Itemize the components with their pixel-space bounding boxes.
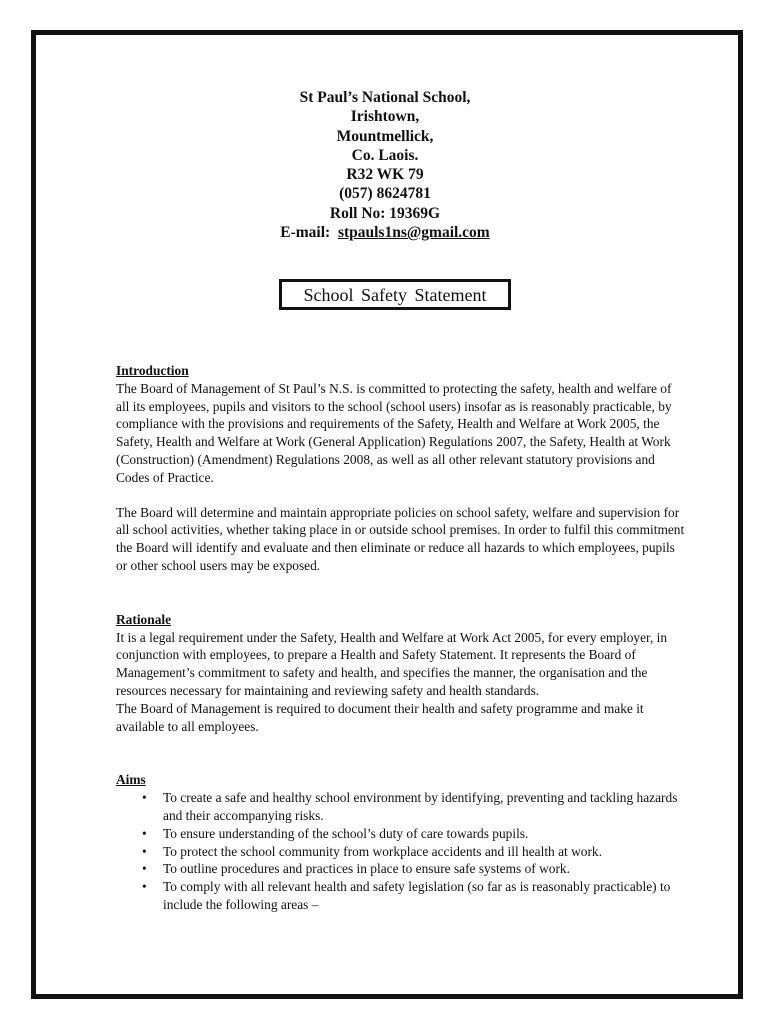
- bullet-icon: •: [142, 825, 147, 841]
- rationale-section: [116, 611, 686, 736]
- aims-heading: Aims: [116, 772, 146, 788]
- aim-text: To outline procedures and practices in place to ensure safe systems of work.: [163, 861, 570, 877]
- introduction-section: [116, 362, 686, 575]
- aim-text: To protect the school community from workplace accidents and ill health at work.: [163, 843, 602, 859]
- address-town: Mountmellick,: [336, 127, 434, 145]
- document-title: School Safety Statement: [279, 279, 511, 310]
- bullet-icon: •: [142, 843, 147, 859]
- aim-text: To create a safe and healthy school environment by identifying, preventing and tackling hazards and their accompanying risks.: [163, 790, 678, 823]
- list-item: [116, 843, 686, 861]
- bullet-icon: •: [142, 790, 147, 806]
- address-eircode: R32 WK 79: [346, 166, 424, 184]
- bullet-icon: •: [142, 861, 147, 877]
- rationale-paragraph-1: It is a legal requirement under the Safety, Health and Welfare at Work Act 2005, for every employer, in conjunction with employees, to prepare a Health and Safety Statement. It represents the Board of Management’s commitment to safety and health, and specifies the manner, the organisation and the resources necessary for maintaining and reviewing safety and health standards.: [116, 629, 668, 698]
- document-body: [116, 362, 686, 914]
- bullet-icon: •: [142, 879, 147, 895]
- list-item: [116, 860, 686, 878]
- aims-list: [116, 789, 686, 914]
- email-link[interactable]: stpauls1ns@gmail.com: [337, 224, 490, 242]
- email-line: [0, 223, 770, 242]
- rationale-paragraph-2: The Board of Management is required to document their health and safety programme and make it available to all employees.: [116, 700, 644, 734]
- list-item: [116, 789, 686, 825]
- phone-number: (057) 8624781: [339, 185, 431, 203]
- school-name: St Paul’s National School,: [299, 89, 471, 106]
- introduction-paragraph-2: The Board will determine and maintain appropriate policies on school safety, welfare and supervision for all school activities, whether taking place in or outside school premises. In order to fulfil this commitment the Board will identify and evaluate and then eliminate or reduce all hazards to which employees, pupils or other school users may be exposed.: [116, 504, 685, 573]
- aim-text: To ensure understanding of the school’s duty of care towards pupils.: [163, 825, 529, 841]
- list-item: [116, 825, 686, 843]
- school-address-block: [0, 88, 770, 242]
- roll-number: Roll No: 19369G: [329, 204, 441, 222]
- introduction-paragraph-1: The Board of Management of St Paul’s N.S. is committed to protecting the safety, health and welfare of all its employees, pupils and visitors to the school (school users) insofar as is reasonably practicable, by compliance with the provisions and requirements of the Safety, Health and Welfare at Work 2005, the Safety, Health and Welfare at Work (General Application) Regulations 2007, the Safety, Health at Work (Construction) (Amendment) Regulations 2008, as well as all other relevant statutory provisions and Codes of Practice.: [116, 380, 672, 485]
- address-townland: Irishtown,: [350, 108, 420, 126]
- rationale-heading: Rationale: [116, 611, 172, 627]
- email-label: E-mail:: [280, 224, 331, 242]
- list-item: [116, 878, 686, 914]
- aim-text: To comply with all relevant health and safety legislation (so far as is reasonably practicable) to include the following areas –: [163, 879, 671, 912]
- address-county: Co. Laois.: [351, 146, 419, 164]
- aims-section: [116, 771, 686, 913]
- introduction-heading: Introduction: [116, 363, 189, 378]
